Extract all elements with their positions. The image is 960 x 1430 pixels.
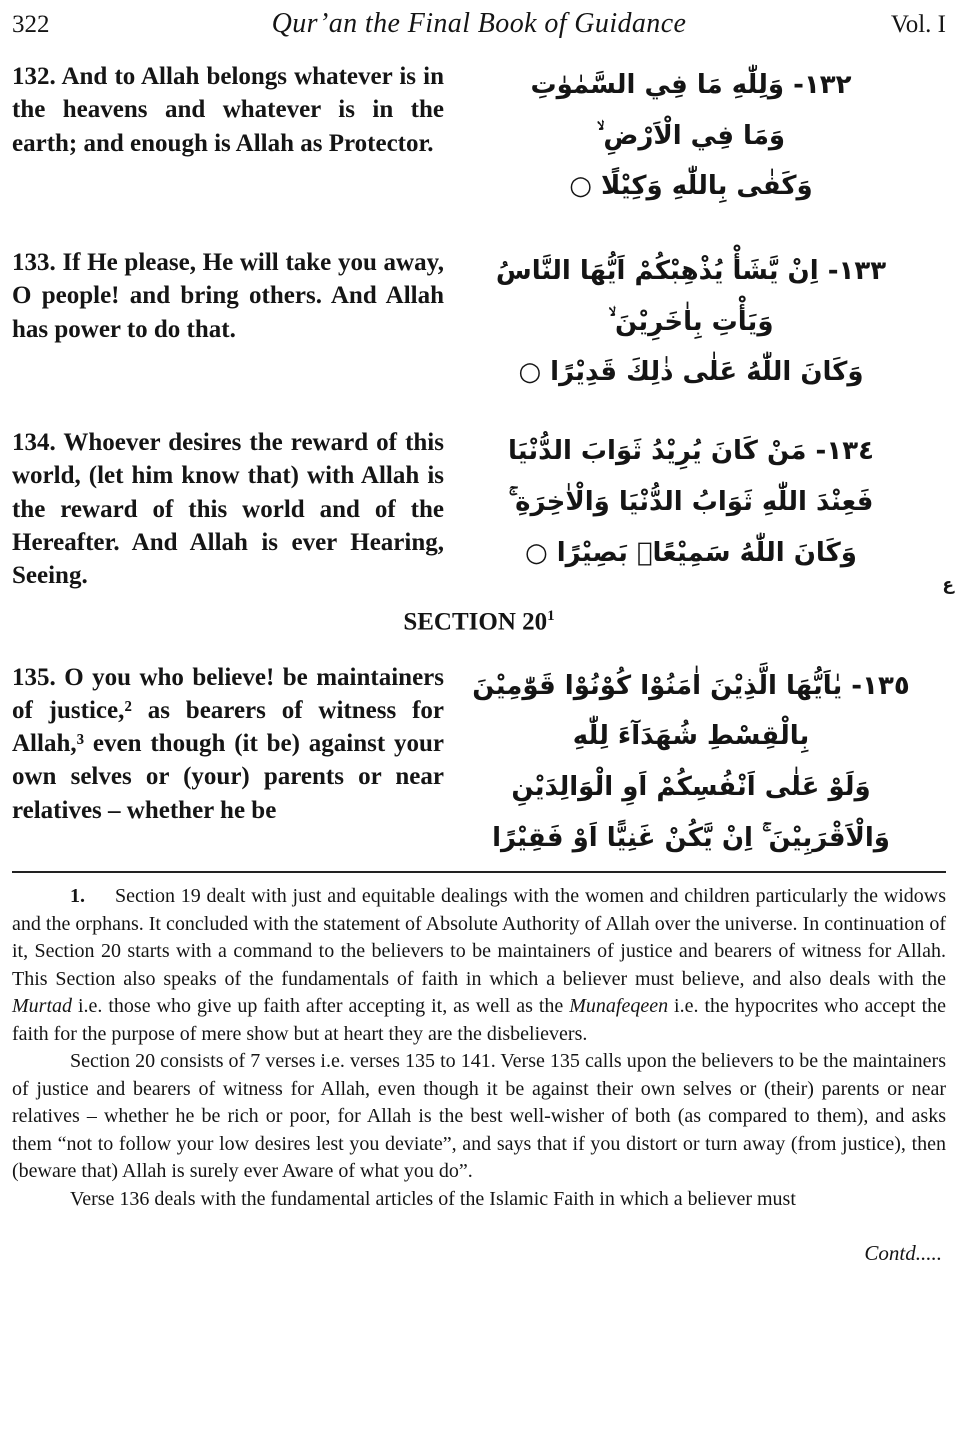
verses-section: [12, 60, 946, 863]
footnote-para-2: Section 20 consists of 7 verses i.e. verses 135 to 141. Verse 135 calls upon the believers to be the maintainers of justice and bearers of witness for Allah, even though it be against their own selves or (their) parents or near relatives – whether he be rich or poor, for Allah is the best well-wisher of both (as compared to them), and asks them “not to follow your low desires lest you deviate”, and says that if you distort or turn away (from justice), then (beware that) Allah is surely ever Aware of what you do”.: [12, 1050, 946, 1183]
arabic-line: وَيَأْتِ بِاٰخَرِيْنَ ۙ: [608, 306, 774, 337]
arabic-line: فَعِنْدَ اللّٰهِ ثَوَابُ الدُّنْيَا وَالْاٰخِرَةِ ۚ: [508, 486, 874, 517]
footnote-para-3: Verse 136 deals with the fundamental articles of the Islamic Faith in which a believer must: [70, 1187, 796, 1210]
arabic-line: ١٣٥- يٰاَيُّهَا الَّذِيْنَ اٰمَنُوْا كُوْنُوْا قَوّٰمِيْنَ: [472, 670, 910, 701]
verse-133-arabic: [444, 246, 946, 398]
ruku-marker: ع: [942, 575, 954, 595]
verse-132-arabic: [444, 60, 946, 212]
verse-135-translation: 135. O you who believe! be maintainers of justice,² as bearers of witness for Allah,³ even though (it be) against your own selves or (your) parents or near relatives – whether he be: [12, 663, 444, 824]
page-number: 322: [12, 11, 50, 38]
section-label: SECTION 20: [403, 608, 548, 636]
volume-label: Vol. I: [890, 11, 946, 38]
footnote-divider: [12, 871, 946, 873]
footnote-1-number: 1.: [70, 885, 85, 908]
arabic-line: وَالْاَقْرَبِيْنَ ۚ اِنْ يَّكُنْ غَنِيًّا اَوْ فَقِيْرًا: [492, 822, 890, 853]
arabic-line: وَكَانَ اللّٰهُ عَلٰى ذٰلِكَ قَدِيْرًا ○: [518, 357, 864, 388]
verse-row-134: [12, 426, 946, 592]
verse-134-translation: 134. Whoever desires the reward of this world, (let him know that) with Allah is the reward of this world and of the Hereafter. And Allah is ever Hearing, Seeing.: [12, 429, 444, 590]
verse-135-arabic: [444, 661, 946, 864]
verse-row-133: [12, 246, 946, 398]
arabic-line: وَكَفٰى بِاللّٰهِ وَكِيْلًا ○: [569, 171, 813, 202]
section-heading: [12, 608, 946, 636]
footnote-1-text: Section 19 dealt with just and equitable dealings with the women and children particularly the widows and the orphans. It concluded with the statement of Absolute Authority of Allah over the universe. In continuation of it, Section 20 starts with a command to the believers to be maintainers of justice and bearers of witness for Allah. This Section also speaks of the fundamentals of faith in which a believer must believe, and also deals with the: [12, 885, 946, 990]
footnote-1: [12, 883, 946, 1048]
continued-label: Contd.....: [864, 1241, 942, 1266]
footnote-1-italic-term: Murtad: [12, 995, 72, 1018]
arabic-line: ١٣٢- وَلِلّٰهِ مَا فِي السَّمٰوٰتِ: [530, 70, 852, 100]
verse-132-translation: 132. And to Allah belongs whatever is in the heavens and whatever is in the earth; and enough is Allah as Protector.: [12, 63, 444, 157]
arabic-line: بِالْقِسْطِ شُهَدَآءَ لِلّٰهِ: [572, 721, 810, 752]
verse-134-arabic: [444, 426, 946, 578]
arabic-line: ١٣٤- مَنْ كَانَ يُرِيْدُ ثَوَابَ الدُّنْيَا: [508, 436, 874, 467]
section-footnote-ref: 1: [547, 608, 555, 625]
arabic-line: وَكَانَ اللّٰهُ سَمِيْعًاۢ بَصِيْرًا ○: [525, 537, 857, 568]
footnote-1-italic-term: Munafeqeen: [569, 995, 669, 1018]
verse-row-132: [12, 60, 946, 212]
arabic-line: ١٣٣- اِنْ يَّشَأْ يُذْهِبْكُمْ اَيُّهَا النَّاسُ: [495, 256, 887, 287]
footnote-1-text: i.e. the hypocrites who accept the faith for the purpose of mere show but at heart they are the disbelievers.: [12, 995, 946, 1045]
book-title: Qur’an the Final Book of Guidance: [271, 8, 687, 39]
footnote-1-text: i.e. those who give up faith after accepting it, as well as the: [72, 995, 570, 1018]
page-header: [12, 8, 946, 40]
footnotes-section: [12, 883, 946, 1268]
arabic-line: وَمَا فِي الْاَرْضِ ۙ: [596, 120, 786, 151]
verse-133-translation: 133. If He please, He will take you away, O people! and bring others. And Allah has power to do that.: [12, 249, 444, 343]
verse-row-135: [12, 661, 946, 864]
arabic-line: وَلَوْ عَلٰى اَنْفُسِكُمْ اَوِ الْوَالِدَيْنِ: [511, 772, 871, 803]
